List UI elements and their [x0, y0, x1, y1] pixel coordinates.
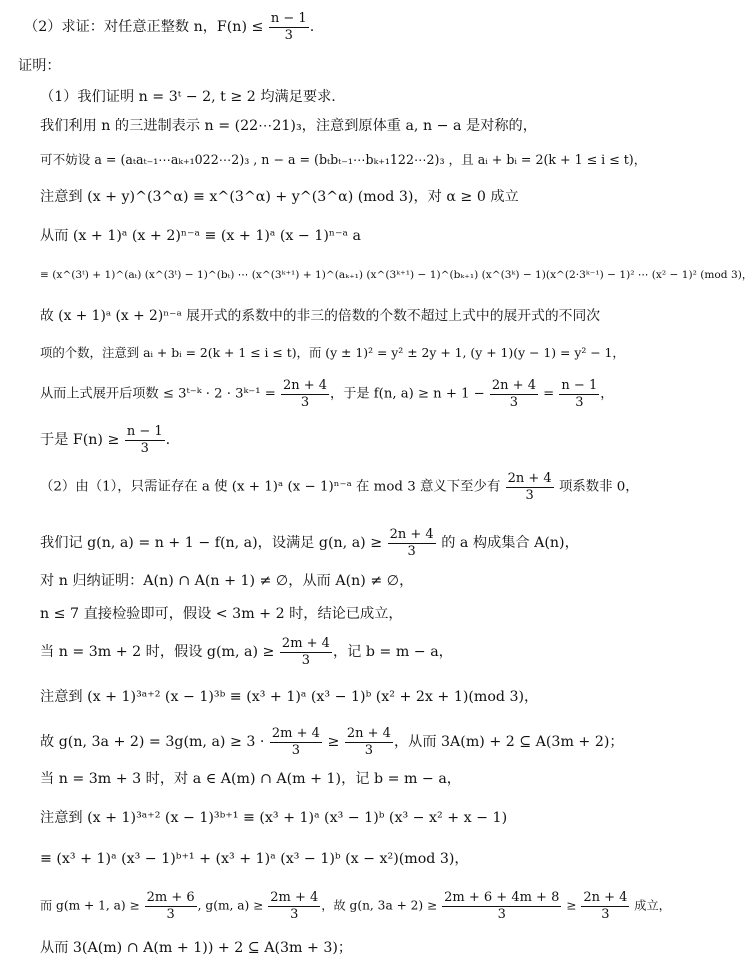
line-case-3m2: 当 n = 3m + 2 时，假设 g(m, a) ≥ $\frac{2m + 4}{3}$ ，记 b = m − a，	[40, 636, 453, 668]
line-coefficient-count: 故 (x + 1)ᵃ (x + 2)ⁿ⁻ᵃ 展开式的系数中的非三的倍数的个数不超过上式中的展开式的不同次	[40, 308, 601, 324]
fraction: $\frac{2n + 4}{3}$	[282, 378, 328, 410]
line-proof-heading: 证明：	[18, 58, 61, 74]
line-part2-intro: （2）由（1），只需证存在 a 使 (x + 1)ᵃ (x − 1)ⁿ⁻ᵃ 在 mod 3 意义下至少有 $\frac{2n + 4}{3}$ 项系数非 0，	[40, 471, 639, 503]
fraction: $\frac{2n + 4}{3}$	[507, 471, 552, 503]
line-g-3a2: 故 g(n, 3a + 2) = 3g(m, a) ≥ 3 · $\frac{2m + 4}{3}$ ≥ $\frac{2n + 4}{3}$ ，从而 3A(m) + 2 ⊆ A(3m + 2)；	[40, 726, 624, 758]
line-base-case: n ≤ 7 直接检验即可，假设 < 3m + 2 时，结论已成立，	[40, 606, 403, 622]
line-congruence-3: 注意到 (x + 1)³ᵃ⁺² (x − 1)³ᵇ ≡ (x³ + 1)ᵃ (x³ − 1)ᵇ (x² + 2x + 1)(mod 3)，	[40, 689, 539, 705]
line-congruence-2: ≡ (x^(3ᵗ) + 1)^(aₜ) (x^(3ᵗ) − 1)^(bₜ) ⋯ (x^(3ᵏ⁺¹) + 1)^(aₖ₊₁) (x^(3ᵏ⁺¹) − 1)^(bₖ₊₁) (x^(3ᵏ) − 1)(x^(2·3ᵏ⁻¹) − 1)² ⋯ (x² − 1)² (mod 3)，	[40, 269, 752, 281]
line-case-3m3: 当 n = 3m + 3 时，对 a ∈ A(m) ∩ A(m + 1)，记 b = m − a，	[40, 771, 461, 787]
line-congruence-5: ≡ (x³ + 1)ᵃ (x³ − 1)ᵇ⁺¹ + (x³ + 1)ᵃ (x³ − 1)ᵇ (x − x²)(mod 3)，	[40, 851, 469, 867]
line-ternary: 我们利用 n 的三进制表示 n = (22⋯21)₃，注意到原体重 a, n − a 是对称的，	[40, 118, 537, 134]
line-F-bound: 于是 F(n) ≥ $\frac{n - 1}{3}$ .	[40, 424, 171, 456]
fraction: $\frac{2n + 4}{3}$	[491, 378, 536, 410]
fraction: $\frac{2m + 4}{3}$	[270, 890, 319, 922]
fraction: $\frac{2n + 4}{3}$	[346, 726, 391, 758]
line-part1-intro: （1）我们证明 n = 3ᵗ − 2, t ≥ 2 均满足要求.	[40, 89, 336, 105]
fraction: $\frac{2n + 4}{3}$	[583, 890, 628, 922]
fraction: $\frac{2m + 6}{3}$	[146, 890, 195, 922]
line-congruence-4: 注意到 (x + 1)³ᵃ⁺² (x − 1)³ᵇ⁺¹ ≡ (x³ + 1)ᵃ (x³ − 1)ᵇ (x³ − x² + x − 1)	[40, 810, 508, 826]
fraction: $\frac{2m + 4}{3}$	[281, 636, 330, 668]
line-define-g: 我们记 g(n, a) = n + 1 − f(n, a)，设满足 g(n, a) ≥ $\frac{2n + 4}{3}$ 的 a 构成集合 A(n)，	[40, 527, 579, 559]
line-term-count: 项的个数，注意到 aᵢ + bᵢ = 2(k + 1 ≤ i ≤ t)，而 (y ± 1)² = y² ± 2y + 1, (y + 1)(y − 1) = y² − 1，	[40, 345, 625, 360]
fraction: $\frac{n - 1}{3}$	[561, 378, 598, 410]
line-assume-a: 可不妨设 a = (aₜaₜ₋₁⋯aₖ₊₁022⋯2)₃ , n − a = (bₜbₜ₋₁⋯bₖ₊₁122⋯2)₃ ，且 aᵢ + bᵢ = 2(k + 1 ≤ i ≤ t)，	[40, 152, 647, 167]
fraction: $\frac{n - 1}{3}$	[126, 424, 163, 456]
fraction: $\frac{2m + 4}{3}$	[271, 726, 320, 758]
line-claim: （2）求证：对任意正整数 n，F(n) ≤ $\frac{n - 1}{3}$ .	[24, 11, 315, 43]
line-frobenius: 注意到 (x + y)^(3^α) ≡ x^(3^α) + y^(3^α) (mod 3)，对 α ≥ 0 成立	[40, 189, 519, 205]
line-induction: 对 n 归纳证明：A(n) ∩ A(n + 1) ≠ ∅，从而 A(n) ≠ ∅，	[40, 573, 414, 589]
line-expansion-bound: 从而上式展开后项数 ≤ 3ᵗ⁻ᵏ · 2 · 3ᵏ⁻¹ = $\frac{2n + 4}{3}$ ，于是 f(n, a) ≥ n + 1 − $\frac{2n + 4}{3}$ = $\frac{n - 1}{3}$ ，	[40, 378, 614, 410]
line-g-bounds: 而 g(m + 1, a) ≥ $\frac{2m + 6}{3}$ , g(m, a) ≥ $\frac{2m + 4}{3}$ ，故 g(n, 3a + 2) ≥ $\frac{2m + 6 + 4m + 8}{3}$ ≥ $\frac{2n + 4}{3}$ 成立，	[40, 890, 671, 922]
line-conclusion: 从而 3(A(m) ∩ A(m + 1)) + 2 ⊆ A(3m + 3)；	[40, 940, 353, 956]
fraction: $\frac{2n + 4}{3}$	[389, 527, 434, 559]
fraction: $\frac{n - 1}{3}$	[270, 11, 307, 43]
line-congruence-1: 从而 (x + 1)ᵃ (x + 2)ⁿ⁻ᵃ ≡ (x + 1)ᵃ (x − 1)ⁿ⁻ᵃ a	[40, 228, 361, 244]
fraction: $\frac{2m + 6 + 4m + 8}{3}$	[444, 890, 560, 922]
